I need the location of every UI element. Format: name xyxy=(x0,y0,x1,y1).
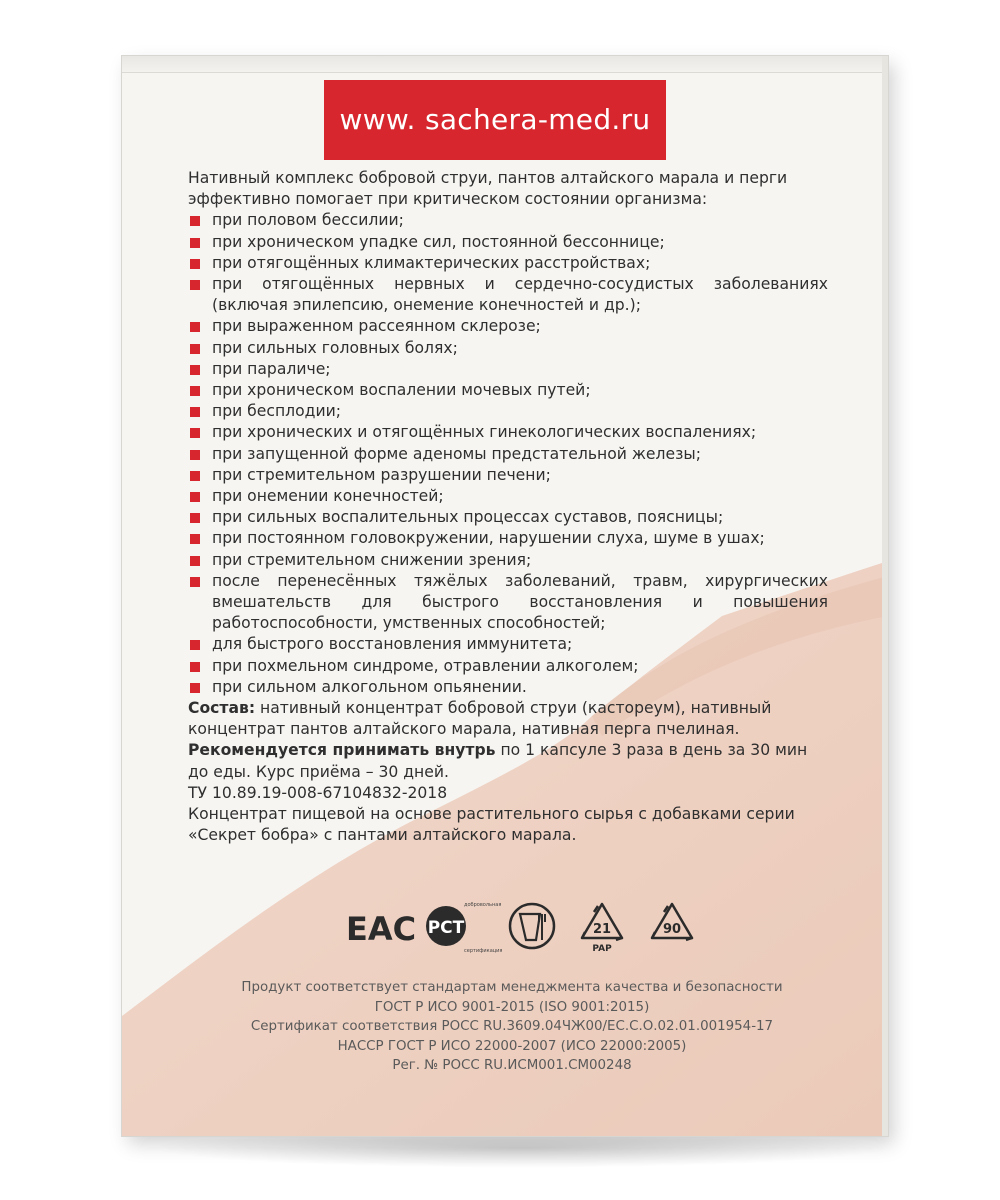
indication-text: при сильных воспалительных процессах суставов, поясницы; xyxy=(212,508,724,527)
dosage-paragraph xyxy=(188,740,828,782)
red-bullet-icon xyxy=(190,216,200,226)
indication-text: при сильном алкогольном опьянении. xyxy=(212,677,527,696)
indication-text: при параличе; xyxy=(212,359,331,378)
red-bullet-icon xyxy=(190,238,200,248)
indication-item xyxy=(188,253,828,274)
indication-text: при сильных головных болях; xyxy=(212,338,458,357)
indication-item xyxy=(188,677,828,698)
red-bullet-icon xyxy=(190,534,200,544)
rst-caption-bottom: сертификация xyxy=(464,948,503,954)
indication-item xyxy=(188,656,828,677)
indication-item xyxy=(188,316,828,337)
indication-item xyxy=(188,380,828,401)
recycle-21-number: 21 xyxy=(592,922,612,937)
footer-line: Продукт соответствует стандартам менеджмента качества и безопасности xyxy=(241,980,783,995)
rst-mark-text: РСТ xyxy=(427,918,465,938)
indication-text: при стремительном снижении зрения; xyxy=(212,550,532,569)
website-banner: www. sachera-med.ru xyxy=(324,80,666,160)
box-top-flap xyxy=(122,56,888,73)
eac-mark-icon xyxy=(345,902,417,950)
indication-item xyxy=(188,274,828,316)
indication-text: при половом бессилии; xyxy=(212,211,404,230)
red-bullet-icon xyxy=(190,407,200,417)
tu-code: ТУ 10.89.19-008-67104832-2018 xyxy=(188,783,448,802)
indication-item xyxy=(188,422,828,443)
indication-item xyxy=(188,359,828,380)
red-bullet-icon xyxy=(190,450,200,460)
red-bullet-icon xyxy=(190,280,200,290)
red-bullet-icon xyxy=(190,492,200,502)
red-bullet-icon xyxy=(190,386,200,396)
dosage-label: Рекомендуется принимать внутрь xyxy=(188,741,496,760)
composition-label: Состав: xyxy=(188,699,256,718)
indication-item xyxy=(188,528,828,549)
red-bullet-icon xyxy=(190,365,200,375)
indication-text: при похмельном синдроме, отравлении алкоголем; xyxy=(212,656,639,675)
indication-text: при запущенной форме аденомы предстательной железы; xyxy=(212,444,701,463)
indication-item xyxy=(188,210,828,231)
recycle-90-icon xyxy=(646,898,698,954)
indication-text: после перенесённых тяжёлых заболеваний, травм, хирургических вмешательств для быстрого восстановления и повышения работоспособности, умственных способностей; xyxy=(212,571,828,633)
indication-text: при отягощённых нервных и сердечно-сосудистых заболеваниях (включая эпилепсию, онемение конечностей и др.); xyxy=(212,275,828,315)
eac-mark-text: ЕАС xyxy=(345,910,417,948)
indication-item xyxy=(188,550,828,571)
indication-text: при выраженном рассеянном склерозе; xyxy=(212,317,541,336)
red-bullet-icon xyxy=(190,513,200,523)
red-bullet-icon xyxy=(190,471,200,481)
indication-item xyxy=(188,444,828,465)
indication-text: при отягощённых климактерических расстройствах; xyxy=(212,253,651,272)
indication-text: при хроническом воспалении мочевых путей; xyxy=(212,381,591,400)
recycle-21-icon xyxy=(576,898,628,954)
indication-item xyxy=(188,486,828,507)
intro-text: Нативный комплекс бобровой струи, пантов алтайского марала и перги эффективно помогает при критическом состоянии организма: xyxy=(188,169,788,209)
food-safe-icon xyxy=(506,900,558,952)
dosage-text: по 1 капсуле 3 раза в день за 30 мин до еды. Курс приёма – 30 дней. xyxy=(188,741,808,781)
indication-text: при постоянном головокружении, нарушении слуха, шуме в ушах; xyxy=(212,529,765,548)
indications-list xyxy=(188,210,828,698)
indication-text: при онемении конечностей; xyxy=(212,487,444,506)
indication-item xyxy=(188,507,828,528)
red-bullet-icon xyxy=(190,640,200,650)
rst-caption-top: добровольная xyxy=(464,902,502,908)
red-bullet-icon xyxy=(190,259,200,269)
indication-text: при хронических и отягощённых гинекологических воспалениях; xyxy=(212,423,757,442)
certification-footer xyxy=(202,978,822,1076)
red-bullet-icon xyxy=(190,662,200,672)
rst-mark-icon xyxy=(424,898,503,954)
product-box xyxy=(122,56,888,1136)
red-bullet-icon xyxy=(190,683,200,693)
indication-text: для быстрого восстановления иммунитета; xyxy=(212,635,573,654)
indication-text: при хроническом упадке сил, постоянной бессоннице; xyxy=(212,232,665,251)
footer-line: Сертификат соответствия РОСС RU.3609.04ЧЖ00/ЕС.С.О.02.01.001954-17 xyxy=(250,1019,774,1034)
composition-text: нативный концентрат бобровой струи (кастореум), нативный концентрат пантов алтайского марала, нативная перга пчелиная. xyxy=(188,699,772,739)
indication-item xyxy=(188,232,828,253)
indication-item xyxy=(188,338,828,359)
composition-paragraph xyxy=(188,698,828,740)
product-type-description: Концентрат пищевой на основе растительного сырья с добавками серии «Секрет бобра» с пантами алтайского марала. xyxy=(188,805,795,845)
footer-line: НАССР ГОСТ Р ИСО 22000-2007 (ИСО 22000:2005) xyxy=(337,1038,687,1054)
certification-marks xyxy=(345,898,698,954)
red-bullet-icon xyxy=(190,344,200,354)
indication-text: при бесплодии; xyxy=(212,402,341,421)
indication-item xyxy=(188,401,828,422)
product-description xyxy=(188,168,828,847)
footer-line: Рег. № РОСС RU.ИСМ001.СМ00248 xyxy=(392,1058,632,1073)
red-bullet-icon xyxy=(190,428,200,438)
box-side-edge xyxy=(882,56,888,1136)
red-bullet-icon xyxy=(190,322,200,332)
indication-item xyxy=(188,634,828,655)
red-bullet-icon xyxy=(190,577,200,587)
indication-item xyxy=(188,465,828,486)
recycle-21-caption: PAP xyxy=(592,944,612,954)
footer-line: ГОСТ Р ИСО 9001-2015 (ISO 9001:2015) xyxy=(374,999,650,1015)
indication-text: при стремительном разрушении печени; xyxy=(212,465,551,484)
recycle-90-number: 90 xyxy=(662,922,682,937)
indication-item xyxy=(188,571,828,635)
red-bullet-icon xyxy=(190,556,200,566)
